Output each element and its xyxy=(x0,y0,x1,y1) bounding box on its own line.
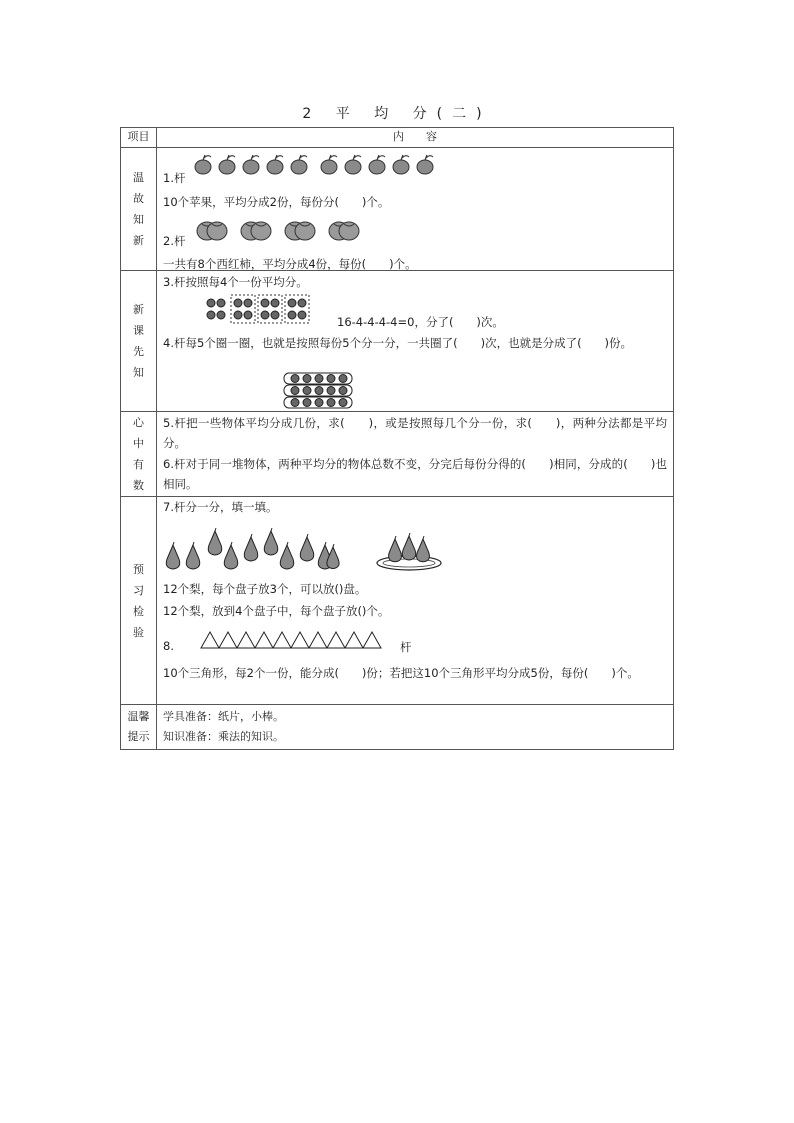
tip-tools: 学具准备：纸片，小棒。 xyxy=(163,710,284,723)
circle-dot-icon xyxy=(298,311,306,319)
triangle-icon xyxy=(345,632,363,648)
triangle-icon xyxy=(273,632,291,648)
pear-icon xyxy=(280,542,294,569)
question-8-text: 10个三角形，每2个一份，能分成( )份；若把这10个三角形平均分成5份，每份( )个。 xyxy=(163,666,639,680)
circle-dot-icon xyxy=(261,311,269,319)
triangle-icon xyxy=(291,632,309,648)
section-tips xyxy=(121,705,674,750)
section-label-tips: 温馨 提示 xyxy=(121,705,157,750)
apple-row xyxy=(195,153,435,177)
tomato-icon xyxy=(339,222,359,240)
circle-dot-icon xyxy=(207,299,215,307)
circle-dot-icon xyxy=(244,311,252,319)
question-3-text: 3.杆按照每4个一份平均分。 xyxy=(163,275,308,289)
circle-dot-icon xyxy=(327,375,335,383)
question-2-text: 一共有8个西红柿，平均分成4份，每份( )个。 xyxy=(163,257,417,271)
circle-dot-icon xyxy=(288,311,296,319)
question-6-text: 6.杆对于同一堆物体，两种平均分的物体总数不变，分完后每份分得的( )相同，分成的( )也相同。 xyxy=(163,457,667,491)
circle-dot-icon xyxy=(303,387,311,395)
section-label-review: 温 故 知 新 xyxy=(121,148,157,271)
header-row xyxy=(121,128,674,148)
header-item: 项目 xyxy=(121,128,157,148)
apple-icon xyxy=(219,155,235,174)
triangle-icon xyxy=(327,632,345,648)
apple-icon xyxy=(267,155,283,174)
circle-dot-icon xyxy=(339,399,347,407)
pear-icon xyxy=(264,528,278,555)
apple-icon xyxy=(195,155,211,174)
question-1-number: 1.杆 xyxy=(163,171,186,185)
group-box xyxy=(258,295,282,323)
circle-dot-icon xyxy=(327,387,335,395)
pear-icon xyxy=(300,534,314,561)
apple-icon xyxy=(369,155,385,174)
question-8-number: 8. xyxy=(163,639,174,653)
circle-dot-icon xyxy=(327,399,335,407)
pear-icon xyxy=(402,533,416,560)
section-content-review xyxy=(157,148,674,271)
section-preview xyxy=(121,497,674,705)
question-7-text: 7.杆分一分，填一填。 xyxy=(163,500,278,514)
circle-dot-icon xyxy=(271,299,279,307)
group-box xyxy=(231,295,255,323)
worksheet-table xyxy=(120,127,674,750)
apple-icon xyxy=(321,155,337,174)
group-box xyxy=(285,295,309,323)
circle-dot-icon xyxy=(234,299,242,307)
section-label-mind: 心 中 有 数 xyxy=(121,412,157,497)
question-7-a: 12个梨，每个盘子放3个，可以放()盘。 xyxy=(163,582,367,596)
triangle-icon xyxy=(255,632,273,648)
question-1-text: 10个苹果，平均分成2份，每份分( )个。 xyxy=(163,195,390,209)
circle-dot-icon xyxy=(339,387,347,395)
pear-icon xyxy=(224,542,238,569)
circle-dot-icon xyxy=(217,299,225,307)
circle-dot-icon xyxy=(339,375,347,383)
circle-dot-icon xyxy=(315,387,323,395)
circle-dot-icon xyxy=(303,399,311,407)
page-title: 2 平 均 分(二) xyxy=(302,106,492,122)
circle-dot-icon xyxy=(271,311,279,319)
circle-dot-icon xyxy=(315,399,323,407)
pear-icon xyxy=(244,534,258,561)
section-review xyxy=(121,148,674,271)
circle-dot-icon xyxy=(303,375,311,383)
apple-icon xyxy=(243,155,259,174)
question-7-b: 12个梨，放到4个盘子中，每个盘子放()个。 xyxy=(163,604,390,618)
circle-dot-icon xyxy=(291,375,299,383)
section-label-new-lesson: 新 课 先 知 xyxy=(121,271,157,412)
circle-dot-icon xyxy=(244,299,252,307)
triangle-icon xyxy=(201,632,219,648)
apple-icon xyxy=(393,155,409,174)
question-3-equation: 16-4-4-4-4=0，分了( )次。 xyxy=(337,315,504,329)
triangle-icon xyxy=(237,632,255,648)
triangle-icon xyxy=(219,632,237,648)
dot-rows-figure xyxy=(283,372,355,412)
pear-group xyxy=(165,527,340,571)
triangle-icon xyxy=(363,632,381,648)
tip-knowledge: 知识准备：乘法的知识。 xyxy=(163,730,284,743)
apple-icon xyxy=(417,155,433,174)
circle-dot-icon xyxy=(298,299,306,307)
header-content: 内 容 xyxy=(157,128,674,148)
circle-dot-icon xyxy=(291,399,299,407)
circle-dot-icon xyxy=(288,299,296,307)
section-content-tips xyxy=(157,705,674,750)
question-8-mark: 杆 xyxy=(400,640,412,654)
section-label-preview: 预 习 检 验 xyxy=(121,497,157,705)
apple-icon xyxy=(291,155,307,174)
pear-icon xyxy=(186,542,200,569)
section-content-new-lesson xyxy=(157,271,674,412)
question-2-number: 2.杆 xyxy=(163,234,186,248)
pear-icon xyxy=(389,536,402,562)
circle-dot-icon xyxy=(234,311,242,319)
circle-dot-icon xyxy=(217,311,225,319)
circle-dot-icon xyxy=(315,375,323,383)
pear-icon xyxy=(166,542,180,569)
circle-dot-icon xyxy=(261,299,269,307)
triangle-icon xyxy=(309,632,327,648)
tomato-icon xyxy=(251,222,271,240)
plate-with-pears xyxy=(375,533,445,573)
dot-groups-figure xyxy=(205,295,315,325)
triangle-row xyxy=(199,630,389,650)
section-content-mind xyxy=(157,412,674,497)
pear-icon xyxy=(208,528,222,555)
section-content-preview xyxy=(157,497,674,705)
tomato-icon xyxy=(207,222,227,240)
apple-icon xyxy=(345,155,361,174)
pear-icon xyxy=(417,536,430,562)
tomato-icon xyxy=(295,222,315,240)
circle-dot-icon xyxy=(291,387,299,395)
question-4-text: 4.杆每5个圈一圈，也就是按照每份5个分一分，一共圈了( )次，也就是分成了( )份。 xyxy=(163,336,633,350)
pear-icon xyxy=(327,544,339,569)
section-new-lesson xyxy=(121,271,674,412)
section-mind xyxy=(121,412,674,497)
tomato-row xyxy=(195,216,365,244)
circle-dot-icon xyxy=(207,311,215,319)
question-5-text: 5.杆把一些物体平均分成几份，求( )，或是按照每几个分一份，求( )，两种分法都是平均分。 xyxy=(163,416,667,450)
